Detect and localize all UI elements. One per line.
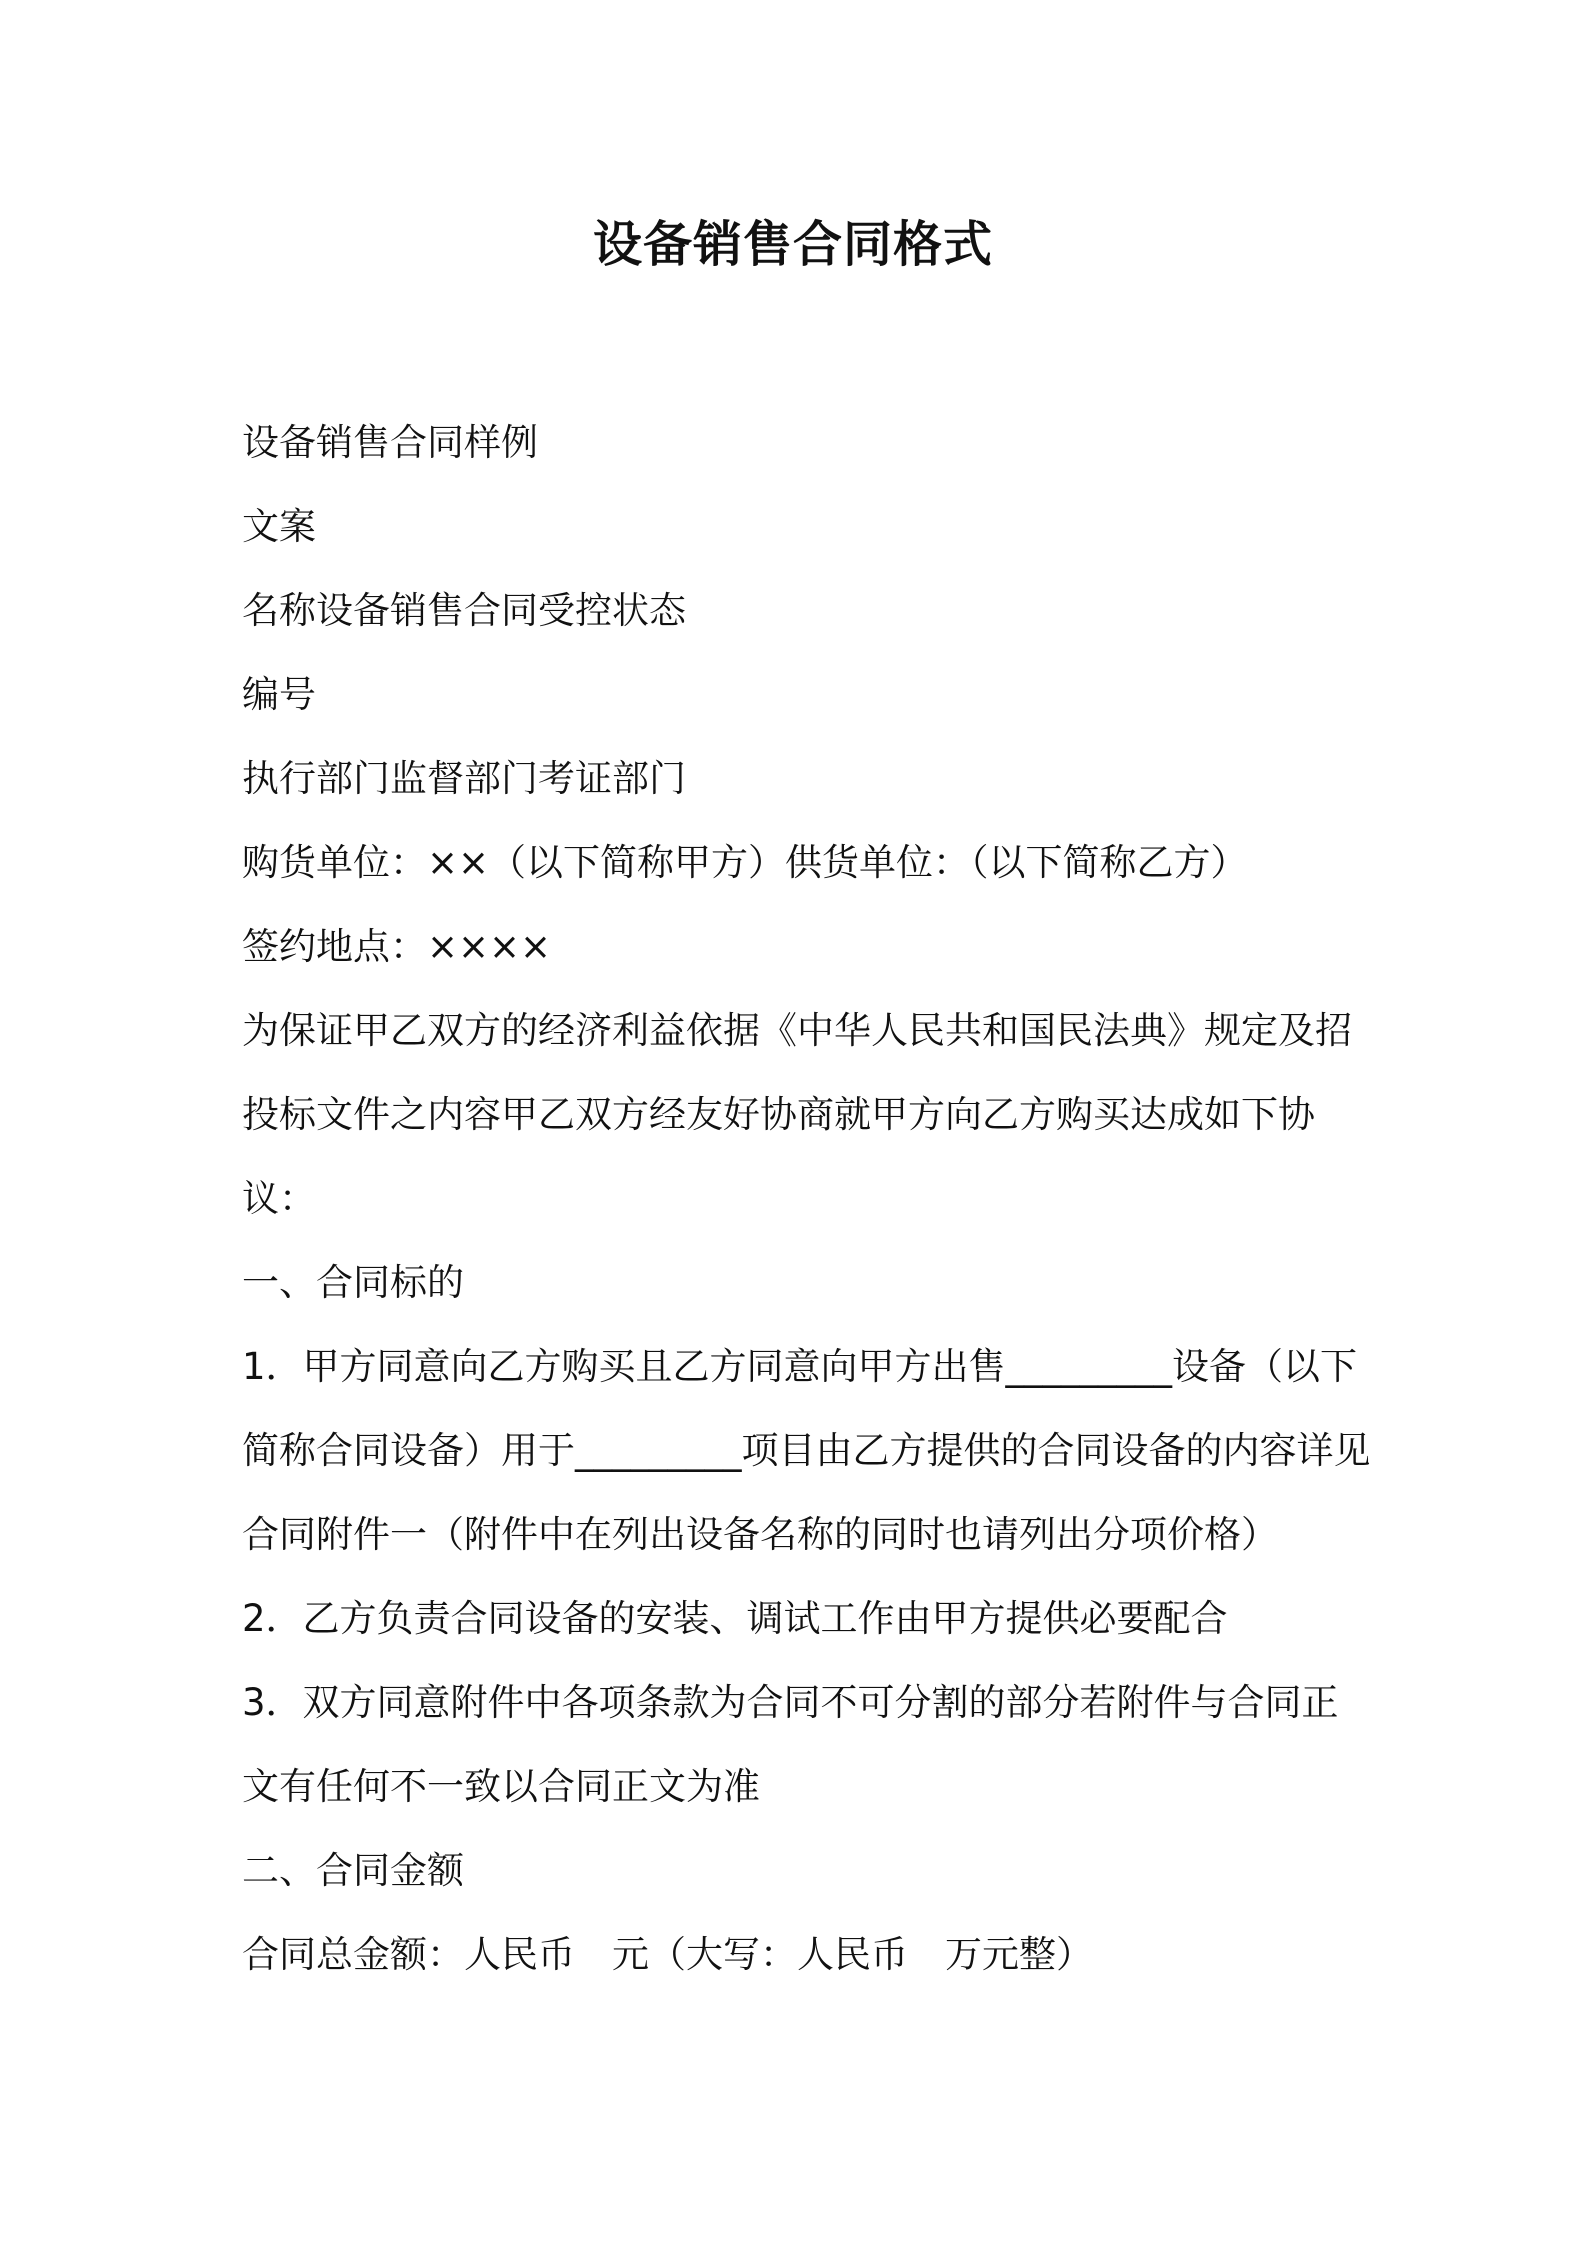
paragraph-parties: 购货单位：××（以下简称甲方）供货单位：（以下简称乙方） <box>242 841 1248 884</box>
paragraph-preamble: 为保证甲乙双方的经济利益依据《中华人民共和国民法典》规定及招投标文件之内容甲乙双方经友好协商就甲方向乙方购买达成如下协议： <box>242 1009 1352 1220</box>
paragraph-name-status: 名称设备销售合同受控状态 <box>242 589 686 632</box>
paragraph-number: 编号 <box>242 673 316 716</box>
paragraph-signing-place: 签约地点：×××× <box>242 925 552 968</box>
section-heading-amount: 二、合同金额 <box>242 1849 464 1892</box>
paragraph-departments: 执行部门监督部门考证部门 <box>242 757 686 800</box>
paragraph-total-amount: 合同总金额：人民币 元（大写：人民币 万元整） <box>242 1933 1093 1976</box>
paragraph-sample-heading: 设备销售合同样例 <box>242 421 538 464</box>
document-title: 设备销售合同格式 <box>592 216 993 273</box>
clause-3: 3．双方同意附件中各项条款为合同不可分割的部分若附件与合同正文有任何不一致以合同正文为准 <box>242 1681 1339 1808</box>
section-heading-subject: 一、合同标的 <box>242 1261 464 1304</box>
paragraph-copy-label: 文案 <box>242 505 316 548</box>
document-body <box>242 401 1372 1997</box>
clause-1: 1．甲方同意向乙方购买且乙方同意向甲方出售_________设备（以下简称合同设备）用于_________项目由乙方提供的合同设备的内容详见合同附件一（附件中在列出设备名称的同时也请列出分项价格） <box>242 1345 1371 1556</box>
clause-2: 2．乙方负责合同设备的安装、调试工作由甲方提供必要配合 <box>242 1597 1228 1640</box>
